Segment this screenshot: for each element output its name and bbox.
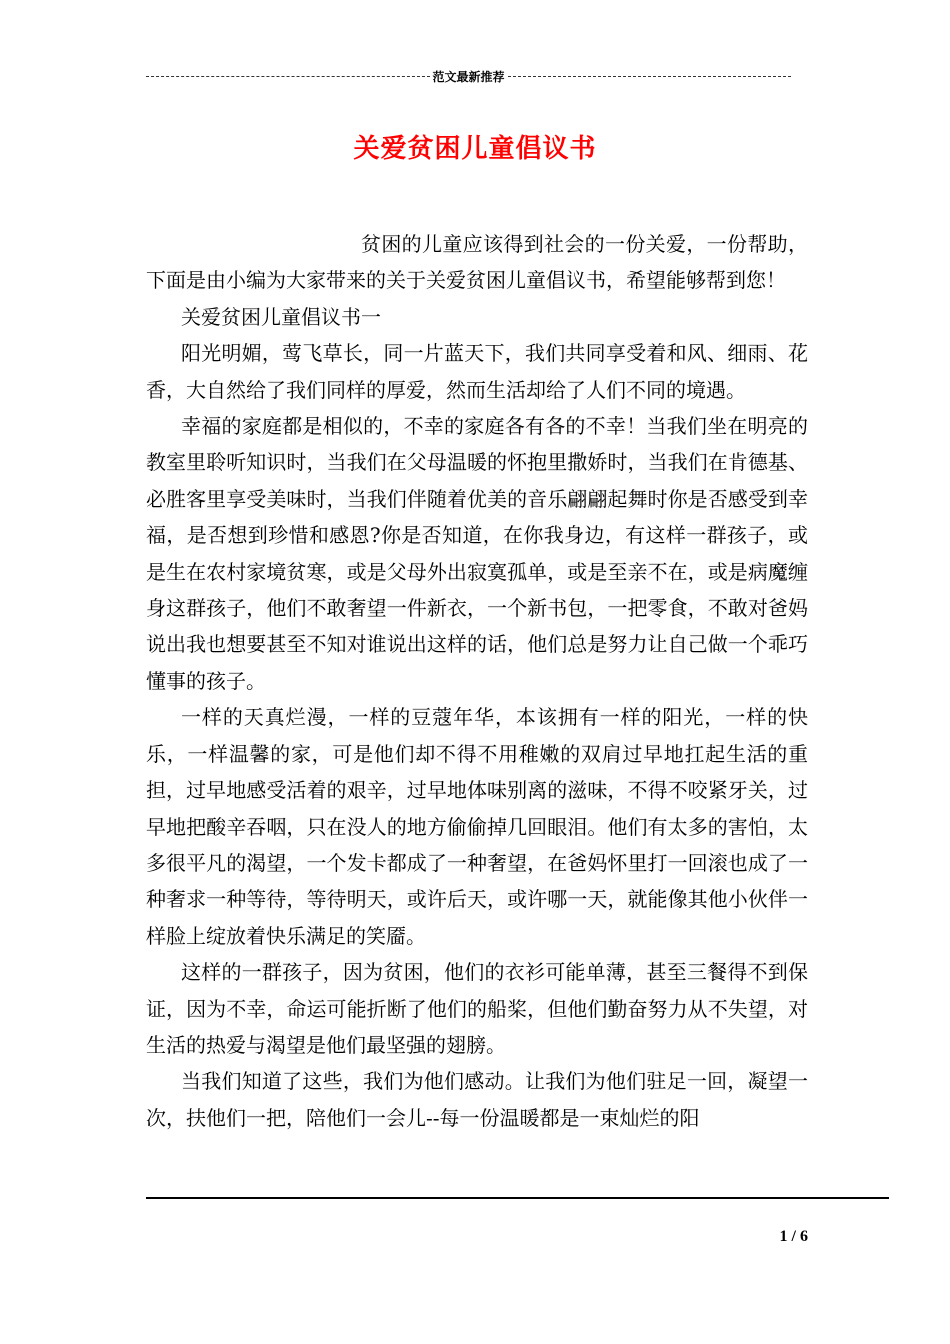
footer-rule [146,1197,889,1199]
document-title: 关爱贫困儿童倡议书 [353,134,597,164]
body-paragraph: 幸福的家庭都是相似的，不幸的家庭各有各的不幸！当我们坐在明亮的教室里聆听知识时，当我们在父母温暖的怀抱里撒娇时，当我们在肯德基、必胜客里享受美味时，当我们伴随着优美的音乐翩翩起舞时你是否感受到幸福，是否想到珍惜和感恩?你是否知道，在你我身边，有这样一群孩子，或是生在农村家境贫寒，或是父母外出寂寞孤单，或是至亲不在，或是病魔缠身这群孩子，他们不敢奢望一件新衣，一个新书包，一把零食，不敢对爸妈说出我也想要甚至不知对谁说出这样的话，他们总是努力让自己做一个乖巧懂事的孩子。 [146,414,808,693]
intro-paragraph: 贫困的儿童应该得到社会的一份关爱，一份帮助，下面是由小编为大家带来的关于关爱贫困儿童倡议书，希望能够帮到您！ [146,232,808,293]
body-paragraph: 当我们知道了这些，我们为他们感动。让我们为他们驻足一回，凝望一次，扶他们一把，陪他们一会儿--每一份温暖都是一束灿烂的阳 [146,1069,808,1130]
header-label: 范文最新推荐 [432,69,505,84]
page-number: 1 / 6 [779,1228,808,1245]
header-dashed-line-right [508,76,792,77]
section-heading: 关爱贫困儿童倡议书一 [181,304,381,329]
header-dashed-line-left [146,76,430,77]
document-body [146,226,808,1136]
page-header [146,66,791,86]
body-paragraph: 一样的天真烂漫，一样的豆蔻年华，本该拥有一样的阳光，一样的快乐，一样温馨的家，可是他们却不得不用稚嫩的双肩过早地扛起生活的重担，过早地感受活着的艰辛，过早地体味别离的滋味，不得不咬紧牙关，过早地把酸辛吞咽，只在没人的地方偷偷掉几回眼泪。他们有太多的害怕，太多很平凡的渴望，一个发卡都成了一种奢望，在爸妈怀里打一回滚也成了一种奢求一种等待，等待明天，或许后天，或许哪一天，就能像其他小伙伴一样脸上绽放着快乐满足的笑靥。 [146,705,808,948]
body-paragraph: 这样的一群孩子，因为贫困，他们的衣衫可能单薄，甚至三餐得不到保证，因为不幸，命运可能折断了他们的船桨，但他们勤奋努力从不失望，对生活的热爱与渴望是他们最坚强的翅膀。 [146,960,808,1057]
body-paragraph: 阳光明媚，莺飞草长，同一片蓝天下，我们共同享受着和风、细雨、花香，大自然给了我们同样的厚爱，然而生活却给了人们不同的境遇。 [146,341,808,402]
